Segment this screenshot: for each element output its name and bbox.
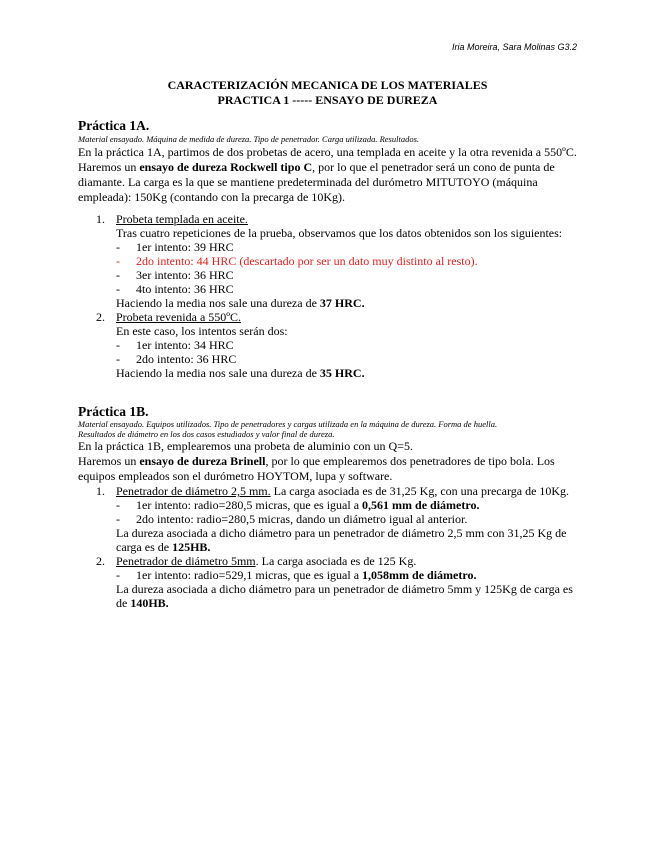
item-1b-1-result-line2: carga es de 125HB. xyxy=(116,540,211,554)
item-1a-2-intro: En este caso, los intentos serán dos: xyxy=(116,324,288,338)
section-1b-paragraph-line2: Haremos un ensayo de dureza Brinell, por lo que emplearemos dos penetradores de tipo bola. Los xyxy=(78,454,555,468)
document-title-line2: PRACTICA 1 ----- ENSAYO DE DUREZA xyxy=(217,93,438,107)
try-1-2-discarded: 2do intento: 44 HRC (descartado por ser un dato muy distinto al resto). xyxy=(136,254,478,268)
section-1a-paragraph-line4: empleada): 150Kg (contando con la precarga de 10Kg). xyxy=(78,190,346,204)
try-1-3: 3er intento: 36 HRC xyxy=(136,268,234,282)
section-1a-note: Material ensayado. Máquina de medida de dureza. Tipo de penetrador. Carga utilizada. Resultados. xyxy=(78,134,420,144)
item-1b-2-result-line2: de 140HB. xyxy=(116,596,169,610)
item-1a-1-intro: Tras cuatro repeticiones de la prueba, observamos que los datos obtenidos son los siguientes: xyxy=(116,226,563,240)
item-1a-1-result: Haciendo la media nos sale una dureza de 37 HRC. xyxy=(116,296,365,310)
try-1b-2-1: 1er intento: radio=529,1 micras, que es igual a 1,058mm de diámetro. xyxy=(136,568,477,582)
try-1b-1-2: 2do intento: radio=280,5 micras, dando un diámetro igual al anterior. xyxy=(136,512,468,526)
section-1b-note-line1: Material ensayado. Equipos utilizados. Tipo de penetradores y cargas utilizada en la máquina de dureza. Forma de huella. xyxy=(78,419,498,429)
section-1a-paragraph-line1: En la práctica 1A, partimos de dos probetas de acero, una templada en aceite y la otra revenida a 550ºC. xyxy=(78,145,577,159)
item-1a-1-title: Probeta templada en aceite. xyxy=(116,212,248,226)
item-1b-1-result-line1: La dureza asociada a dicho diámetro para un penetrador de diámetro 2,5 mm con 31,25 Kg de xyxy=(116,526,567,540)
list-dash: - xyxy=(116,338,120,352)
item-1a-2-number: 2. xyxy=(96,310,105,324)
list-dash: - xyxy=(116,268,120,282)
item-1b-2-line: Penetrador de diámetro 5mm. La carga asociada es de 125 Kg. xyxy=(116,554,417,568)
item-1a-1-number: 1. xyxy=(96,212,105,226)
item-1b-1-number: 1. xyxy=(96,484,105,498)
list-dash: - xyxy=(116,254,120,268)
document-title-line1: CARACTERIZACIÓN MECANICA DE LOS MATERIALES xyxy=(167,78,488,92)
list-dash: - xyxy=(116,512,120,526)
list-dash: - xyxy=(116,352,120,366)
document-authors: Iria Moreira, Sara Molinas G3.2 xyxy=(451,42,577,52)
list-dash: - xyxy=(116,240,120,254)
section-1a-heading: Práctica 1A. xyxy=(78,118,150,133)
list-dash: - xyxy=(116,568,120,582)
try-1-1: 1er intento: 39 HRC xyxy=(136,240,234,254)
item-1a-2-title: Probeta revenida a 550ºC. xyxy=(116,310,242,324)
section-1b-paragraph-line3: equipos empleados son el durómetro HOYTOM, lupa y software. xyxy=(78,469,393,483)
section-1b-note-line2: Resultados de diámetro en los dos casos estudiados y valor final de dureza. xyxy=(78,429,335,439)
try-2-2: 2do intento: 36 HRC xyxy=(136,352,237,366)
try-1-4: 4to intento: 36 HRC xyxy=(136,282,234,296)
list-dash: - xyxy=(116,282,120,296)
list-dash: - xyxy=(116,498,120,512)
try-2-1: 1er intento: 34 HRC xyxy=(136,338,234,352)
item-1b-2-number: 2. xyxy=(96,554,105,568)
section-1b-paragraph-line1: En la práctica 1B, emplearemos una probeta de aluminio con un Q=5. xyxy=(78,439,413,453)
section-1b-heading: Práctica 1B. xyxy=(78,404,149,419)
try-1b-1-1: 1er intento: radio=280,5 micras, que es igual a 0,561 mm de diámetro. xyxy=(136,498,480,512)
section-1a-paragraph-line3: diamante. La carga es la que se mantiene predeterminada del durómetro MITUTOYO (máquina xyxy=(78,175,538,189)
item-1a-2-result: Haciendo la media nos sale una dureza de 35 HRC. xyxy=(116,366,365,380)
item-1b-2-result-line1: La dureza asociada a dicho diámetro para un penetrador de diámetro 5mm y 125Kg de carga es xyxy=(116,582,573,596)
item-1b-1-line: Penetrador de diámetro 2,5 mm. La carga asociada es de 31,25 Kg, con una precarga de 10Kg. xyxy=(116,484,570,498)
section-1a-paragraph-line2: Haremos un ensayo de dureza Rockwell tipo C, por lo que el penetrador será un cono de punta de xyxy=(78,160,555,174)
